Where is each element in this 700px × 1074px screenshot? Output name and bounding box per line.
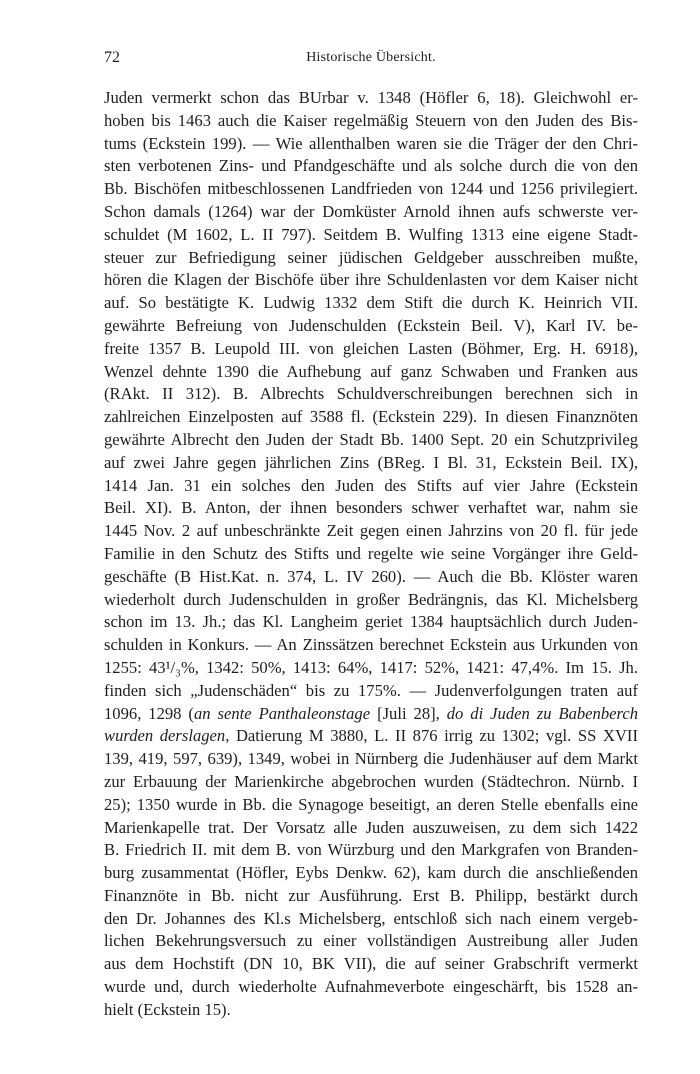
text-line: Finanznöte in Bb. nicht zur Ausführung. Erst B. Philipp, bestärkt durch [104,885,638,905]
text-line: steuer zur Befriedigung seiner jüdischen Geldgeber ausschreiben mußte, [104,247,638,267]
text-line: tums (Eckstein 199). — Wie allenthalben waren sie die Träger der den Chri- [104,133,638,153]
text-line: Bb. Bischöfen mitbeschlossenen Landfrieden von 1244 und 1256 privilegiert. [104,179,638,199]
running-head-title: Historische Übersicht. [306,50,436,65]
text-line: hören die Klagen der Bischöfe über ihre Schuldenlasten vor dem Kaiser nicht [104,270,638,290]
text-line: schuldet (M 1602, L. II 797). Seitdem B. Wulfing 1313 eine eigene Stadt- [104,224,638,244]
text-line: Marienkapelle trat. Der Vorsatz alle Juden auszuweisen, zu dem sich 1422 [104,817,638,837]
text-line: Schon damals (1264) war der Domküster Arnold ihnen aufs schwerste ver- [104,201,638,221]
text-line: Wenzel dehnte 1390 die Aufhebung auf ganz Schwaben und Franken aus [104,361,638,381]
text-line: Beil. XI). B. Anton, der ihnen besonders schwer verhaftet war, nahm sie [104,498,638,518]
text-line: 1255: 43¹/₃%, 1342: 50%, 1413: 64%, 1417: 52%, 1421: 47,4%. Im 15. Jh. [104,657,638,677]
text-line: gewährte Befreiung von Judenschulden (Eckstein Beil. V), Karl IV. be- [104,315,638,335]
text-line: zur Erbauung der Marienkirche abgebrochen wurden (Städtechron. Nürnb. I [104,771,638,791]
text-line: zahlreichen Einzelposten auf 3588 fl. (Eckstein 229). In diesen Finanznöten [104,407,638,427]
text-line: geschäfte (B Hist.Kat. n. 374, L. IV 260). — Auch die Bb. Klöster waren [104,566,638,586]
text-line: Juden vermerkt schon das BUrbar v. 1348 (Höfler 6, 18). Gleichwohl er- [104,88,638,107]
text-line: sten verbotenen Zins- und Pfandgeschäfte und als solche durch die von den [104,156,638,176]
text-line: schon im 13. Jh.; das Kl. Langheim geriet 1384 hauptsächlich durch Juden- [104,612,638,632]
text-line: B. Friedrich II. mit dem B. von Würzburg und den Markgrafen von Branden- [104,840,638,860]
text-line: wurden derslagen, Datierung M 3880, L. II 876 irrig zu 1302; vgl. SS XVII [104,726,638,746]
body-text [104,87,638,1022]
text-line: hoben bis 1463 auch die Kaiser regelmäßig Steuern von den Juden des Bis- [104,110,638,130]
text-line: Familie in den Schutz des Stifts und regelte wie seine Vorgänger ihre Geld- [104,543,638,563]
text-line: aus dem Hochstift (DN 10, BK VII), die auf seiner Grabschrift vermerkt [104,954,638,974]
text-line: burg zusammentat (Höfler, Eybs Denkw. 62), kam durch die anschließenden [104,863,638,883]
text-line: gewährte Albrecht den Juden der Stadt Bb. 1400 Sept. 20 ein Schutzprivileg [104,429,638,449]
text-line: finden sich „Judenschäden“ bis zu 175%. — Judenverfolgungen traten auf [104,680,638,700]
text-line: 1445 Nov. 2 auf unbeschränkte Zeit gegen einen Jahrzins von 20 fl. für jede [104,521,638,541]
text-line: lichen Bekehrungsversuch zu einer vollständigen Austreibung aller Juden [104,931,638,951]
text-line: 25); 1350 wurde in Bb. die Synagoge beseitigt, an deren Stelle ebenfalls eine [104,794,638,814]
text-line: 139, 419, 597, 639), 1349, wobei in Nürnberg die Judenhäuser auf dem Markt [104,749,638,769]
text-line: den Dr. Johannes des Kl.s Michelsberg, entschloß sich nach einem vergeb- [104,908,638,928]
text-line: 1096, 1298 (an sente Panthaleonstage [Juli 28], do di Juden zu Babenberch [104,703,639,723]
text-line: wiederholt durch Judenschulden in großer Bedrängnis, das Kl. Michelsberg [104,589,638,609]
text-line: auf. So bestätigte K. Ludwig 1332 dem Stift die durch K. Heinrich VII. [104,293,638,313]
text-line: auf zwei Jahre gegen jährlichen Zins (BReg. I Bl. 31, Eckstein Beil. IX), [104,452,638,472]
text-line: freite 1357 B. Leupold III. von gleichen Lasten (Böhmer, Erg. H. 6918), [104,338,638,358]
text-line: hielt (Eckstein 15). [104,999,231,1019]
text-line: wurde und, durch wiederholte Aufnahmeverbote eingeschärft, bis 1528 an- [104,977,638,997]
page-number: 72 [104,49,120,66]
text-line: (RAkt. II 312). B. Albrechts Schuldverschreibungen berechnen sich in [104,384,638,404]
text-line: schulden in Konkurs. — An Zinssätzen berechnet Eckstein aus Urkunden von [104,635,638,655]
text-line: 1414 Jan. 31 ein solches den Juden des Stifts auf vier Jahre (Eckstein [104,475,638,495]
running-head [104,46,638,70]
